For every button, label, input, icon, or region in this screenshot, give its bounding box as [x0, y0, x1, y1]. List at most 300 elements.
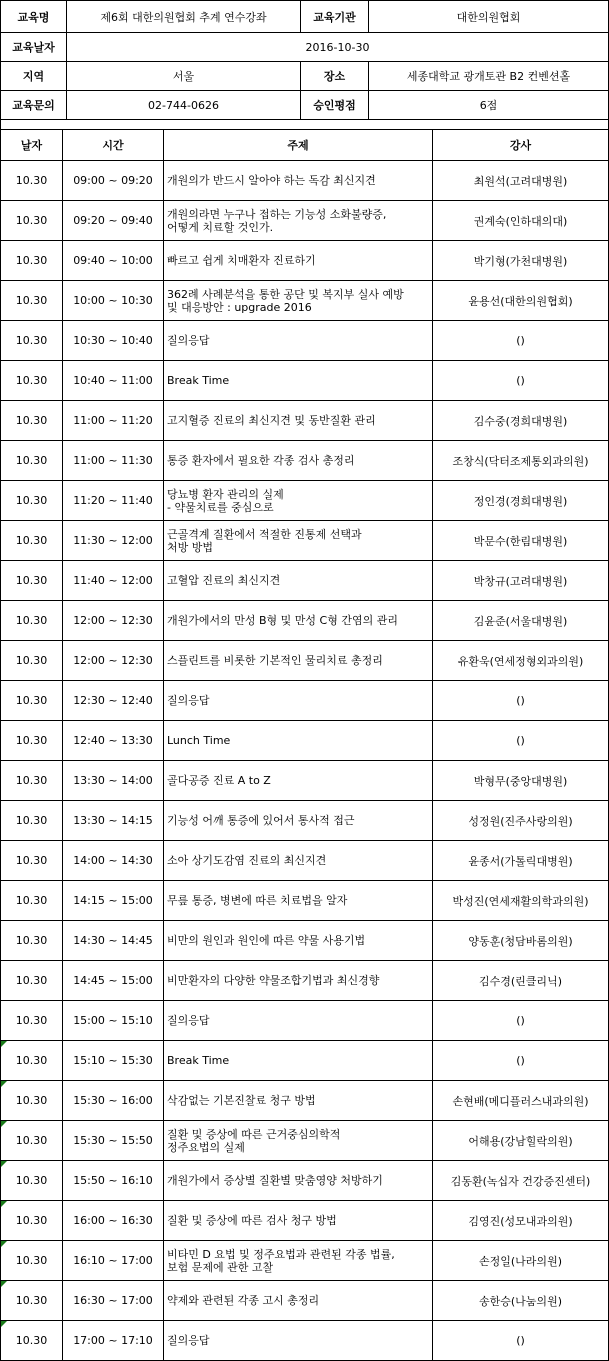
cell-speaker-text: 유환욱(연세정형외과의원)	[457, 654, 584, 668]
cell-speaker-text: ()	[516, 1014, 525, 1027]
cell-topic	[164, 281, 433, 321]
cell-topic	[164, 1321, 433, 1361]
table-row	[1, 321, 609, 361]
table-row	[1, 1161, 609, 1201]
cell-topic-text: Break Time	[167, 1054, 230, 1067]
cell-time-text: 10:30 ~ 10:40	[73, 334, 153, 347]
cell-date	[1, 561, 63, 601]
cell-date-text: 10.30	[15, 694, 48, 707]
cell-speaker-text: 윤용선(대한의원협회)	[468, 294, 573, 308]
cell-topic	[164, 561, 433, 601]
info-row-date	[1, 33, 609, 62]
cell-topic	[164, 1081, 433, 1121]
table-row	[1, 481, 609, 521]
cell-time-text: 15:50 ~ 16:10	[73, 1174, 153, 1187]
table-row	[1, 921, 609, 961]
schedule-body	[1, 161, 609, 1361]
cell-time-text: 12:00 ~ 12:30	[73, 614, 153, 627]
cell-speaker	[433, 1081, 609, 1121]
cell-date-text: 10.30	[15, 1054, 48, 1067]
cell-topic-text: 스플린트를 비롯한 기본적인 물리치료 총정리	[167, 654, 383, 667]
cell-time	[63, 161, 164, 201]
cell-topic	[164, 961, 433, 1001]
cell-speaker	[433, 881, 609, 921]
cell-speaker-text: 박창규(고려대병원)	[473, 574, 568, 588]
table-row	[1, 161, 609, 201]
table-row	[1, 241, 609, 281]
cell-topic	[164, 761, 433, 801]
cell-topic	[164, 161, 433, 201]
cell-speaker	[433, 1281, 609, 1321]
cell-date-text: 10.30	[15, 1214, 48, 1227]
cell-speaker-text: ()	[516, 1054, 525, 1067]
cell-date	[1, 1241, 63, 1281]
cell-speaker-text: 박형무(중앙대병원)	[473, 774, 568, 788]
cell-date	[1, 281, 63, 321]
cell-speaker	[433, 921, 609, 961]
cell-time	[63, 1201, 164, 1241]
cell-date	[1, 801, 63, 841]
cell-time-text: 12:00 ~ 12:30	[73, 654, 153, 667]
cell-time-text: 11:00 ~ 11:30	[73, 454, 153, 467]
cell-time-text: 11:40 ~ 12:00	[73, 574, 153, 587]
table-row	[1, 1241, 609, 1281]
cell-time-text: 13:30 ~ 14:00	[73, 774, 153, 787]
cell-topic	[164, 1201, 433, 1241]
date-value: 2016-10-30	[67, 33, 609, 62]
cell-date-text: 10.30	[15, 614, 48, 627]
credit-value: 6점	[369, 91, 609, 120]
cell-topic	[164, 841, 433, 881]
cell-time	[63, 1121, 164, 1161]
cell-date-text: 10.30	[15, 974, 48, 987]
table-row	[1, 521, 609, 561]
cell-topic	[164, 1001, 433, 1041]
cell-time	[63, 721, 164, 761]
cell-topic-text: 비타민 D 요법 및 정주요법과 관련된 각종 법률, 보험 문제에 관한 고찰	[167, 1247, 395, 1274]
cell-time	[63, 521, 164, 561]
cell-topic-text: 소아 상기도감염 진료의 최신지견	[167, 854, 327, 867]
cell-speaker-text: ()	[516, 1334, 525, 1347]
cell-date-text: 10.30	[15, 294, 48, 307]
cell-marker-icon	[1, 1161, 7, 1167]
cell-time	[63, 761, 164, 801]
cell-time-text: 15:30 ~ 15:50	[73, 1134, 153, 1147]
cell-time	[63, 441, 164, 481]
cell-speaker-text: 박성진(연세재활의학과의원)	[452, 894, 589, 908]
cell-speaker-text: ()	[516, 374, 525, 387]
cell-speaker	[433, 681, 609, 721]
cell-topic	[164, 921, 433, 961]
cell-time-text: 17:00 ~ 17:10	[73, 1334, 153, 1347]
cell-speaker	[433, 761, 609, 801]
cell-date	[1, 361, 63, 401]
cell-time-text: 10:00 ~ 10:30	[73, 294, 153, 307]
cell-speaker-text: ()	[516, 734, 525, 747]
cell-speaker	[433, 601, 609, 641]
table-row	[1, 1321, 609, 1361]
cell-time	[63, 1241, 164, 1281]
cell-date	[1, 1161, 63, 1201]
cell-date-text: 10.30	[15, 774, 48, 787]
cell-time	[63, 361, 164, 401]
cell-date-text: 10.30	[15, 454, 48, 467]
cell-topic-text: 질환 및 증상에 따른 근거중심의학적 정주요법의 실제	[167, 1127, 341, 1154]
cell-speaker-text: 정인경(경희대병원)	[473, 494, 568, 508]
cell-time	[63, 961, 164, 1001]
cell-topic	[164, 721, 433, 761]
table-row	[1, 441, 609, 481]
cell-time-text: 12:40 ~ 13:30	[73, 734, 153, 747]
cell-marker-icon	[1, 1321, 7, 1327]
cell-marker-icon	[1, 1241, 7, 1247]
cell-topic	[164, 441, 433, 481]
cell-topic-text: 골다공증 진료 A to Z	[167, 774, 271, 787]
cell-topic	[164, 641, 433, 681]
cell-speaker-text: 성정원(진주사랑의원)	[468, 814, 573, 828]
cell-topic-text: 비만의 원인과 원인에 따른 약물 사용기법	[167, 934, 366, 947]
cell-date	[1, 321, 63, 361]
cell-time-text: 16:00 ~ 16:30	[73, 1214, 153, 1227]
course-value: 제6회 대한의원협회 추계 연수강좌	[67, 1, 301, 33]
cell-speaker	[433, 1201, 609, 1241]
cell-topic-text: 고지혈증 진료의 최신지견 및 동반질환 관리	[167, 414, 376, 427]
cell-speaker	[433, 721, 609, 761]
cell-time-text: 16:10 ~ 17:00	[73, 1254, 153, 1267]
table-row	[1, 1001, 609, 1041]
cell-time-text: 15:10 ~ 15:30	[73, 1054, 153, 1067]
contact-value: 02-744-0626	[67, 91, 301, 120]
schedule-header-row	[1, 130, 609, 161]
contact-label: 교육문의	[1, 91, 67, 120]
cell-time-text: 12:30 ~ 12:40	[73, 694, 153, 707]
cell-time-text: 14:15 ~ 15:00	[73, 894, 153, 907]
cell-date	[1, 761, 63, 801]
cell-date	[1, 521, 63, 561]
info-row-course	[1, 1, 609, 33]
cell-topic	[164, 521, 433, 561]
cell-topic	[164, 1241, 433, 1281]
cell-date	[1, 481, 63, 521]
date-label: 교육날자	[1, 33, 67, 62]
cell-speaker	[433, 281, 609, 321]
header-topic: 주제	[164, 130, 433, 161]
cell-speaker-text: 박기형(가천대병원)	[473, 254, 568, 268]
cell-time-text: 13:30 ~ 14:15	[73, 814, 153, 827]
cell-speaker	[433, 1241, 609, 1281]
cell-topic-text: 질의응답	[167, 694, 210, 707]
cell-topic	[164, 1281, 433, 1321]
cell-speaker	[433, 641, 609, 681]
cell-time	[63, 401, 164, 441]
table-spacer	[0, 120, 609, 129]
cell-topic-text: 약제와 관련된 각종 고시 총정리	[167, 1294, 320, 1307]
cell-speaker	[433, 201, 609, 241]
table-row	[1, 961, 609, 1001]
table-row	[1, 721, 609, 761]
cell-date	[1, 601, 63, 641]
place-value: 세종대학교 광개토관 B2 컨벤션홀	[369, 62, 609, 91]
cell-date-text: 10.30	[15, 1094, 48, 1107]
cell-topic-text: 당뇨병 환자 관리의 실제 - 약물치료를 중심으로	[167, 487, 284, 514]
table-row	[1, 641, 609, 681]
cell-time	[63, 801, 164, 841]
region-label: 지역	[1, 62, 67, 91]
cell-speaker-text: 양동훈(청담바롬의원)	[468, 934, 573, 948]
cell-time-text: 15:30 ~ 16:00	[73, 1094, 153, 1107]
cell-date-text: 10.30	[15, 534, 48, 547]
cell-date	[1, 921, 63, 961]
cell-date-text: 10.30	[15, 934, 48, 947]
cell-date	[1, 641, 63, 681]
cell-topic	[164, 1041, 433, 1081]
cell-time-text: 11:20 ~ 11:40	[73, 494, 153, 507]
cell-marker-icon	[1, 1121, 7, 1127]
cell-speaker-text: 박문수(한림대병원)	[473, 534, 568, 548]
cell-date	[1, 1121, 63, 1161]
cell-speaker	[433, 1121, 609, 1161]
cell-date	[1, 241, 63, 281]
cell-topic-text: 362례 사례분석을 통한 공단 및 복지부 실사 예방 및 대응방안 : upgrade 2016	[167, 287, 404, 314]
cell-date-text: 10.30	[15, 1334, 48, 1347]
cell-topic	[164, 201, 433, 241]
cell-marker-icon	[1, 1281, 7, 1287]
cell-date-text: 10.30	[15, 254, 48, 267]
cell-date	[1, 161, 63, 201]
cell-date-text: 10.30	[15, 374, 48, 387]
cell-date-text: 10.30	[15, 1014, 48, 1027]
cell-speaker-text: ()	[516, 334, 525, 347]
cell-time	[63, 921, 164, 961]
cell-topic-text: 질의응답	[167, 334, 210, 347]
cell-topic	[164, 881, 433, 921]
cell-topic-text: 통증 환자에서 필요한 각종 검사 총정리	[167, 454, 355, 467]
cell-date-text: 10.30	[15, 814, 48, 827]
cell-date-text: 10.30	[15, 734, 48, 747]
cell-time	[63, 1161, 164, 1201]
cell-time	[63, 641, 164, 681]
schedule-table	[0, 129, 609, 1361]
cell-time-text: 09:20 ~ 09:40	[73, 214, 153, 227]
cell-speaker	[433, 481, 609, 521]
cell-topic-text: 삭감없는 기본진찰료 청구 방법	[167, 1094, 316, 1107]
cell-speaker-text: 송한승(나눔의원)	[479, 1294, 562, 1308]
cell-topic-text: 고혈압 진료의 최신지견	[167, 574, 281, 587]
cell-speaker	[433, 1041, 609, 1081]
cell-speaker	[433, 841, 609, 881]
cell-date	[1, 441, 63, 481]
table-row	[1, 681, 609, 721]
course-info-table	[0, 0, 609, 120]
cell-date-text: 10.30	[15, 414, 48, 427]
table-row	[1, 201, 609, 241]
cell-date-text: 10.30	[15, 854, 48, 867]
cell-topic-text: 개원의라면 누구나 접하는 기능성 소화불량증, 어떻게 치료할 것인가.	[167, 207, 387, 234]
header-time: 시간	[63, 130, 164, 161]
cell-speaker	[433, 321, 609, 361]
table-row	[1, 761, 609, 801]
cell-date	[1, 401, 63, 441]
cell-date-text: 10.30	[15, 574, 48, 587]
cell-time	[63, 281, 164, 321]
cell-time	[63, 681, 164, 721]
cell-date-text: 10.30	[15, 334, 48, 347]
cell-topic	[164, 241, 433, 281]
table-row	[1, 1281, 609, 1321]
cell-topic-text: 빠르고 쉽게 치매환자 진료하기	[167, 254, 316, 267]
cell-date-text: 10.30	[15, 494, 48, 507]
cell-speaker-text: 손현배(메디플러스내과의원)	[452, 1094, 589, 1108]
cell-topic	[164, 601, 433, 641]
cell-time	[63, 481, 164, 521]
table-row	[1, 561, 609, 601]
table-row	[1, 801, 609, 841]
cell-time-text: 09:00 ~ 09:20	[73, 174, 153, 187]
cell-speaker-text: ()	[516, 694, 525, 707]
cell-marker-icon	[1, 1081, 7, 1087]
cell-time-text: 10:40 ~ 11:00	[73, 374, 153, 387]
cell-marker-icon	[1, 1041, 7, 1047]
cell-date	[1, 201, 63, 241]
table-row	[1, 1121, 609, 1161]
cell-marker-icon	[1, 1201, 7, 1207]
table-row	[1, 281, 609, 321]
cell-speaker	[433, 801, 609, 841]
cell-date	[1, 1281, 63, 1321]
cell-speaker-text: 최원석(고려대병원)	[473, 174, 568, 188]
cell-speaker-text: 권계숙(인하대의대)	[473, 214, 568, 228]
cell-time	[63, 1001, 164, 1041]
cell-time-text: 15:00 ~ 15:10	[73, 1014, 153, 1027]
cell-date	[1, 1201, 63, 1241]
cell-time-text: 11:00 ~ 11:20	[73, 414, 153, 427]
cell-date	[1, 1081, 63, 1121]
cell-topic	[164, 681, 433, 721]
cell-speaker	[433, 241, 609, 281]
cell-time-text: 09:40 ~ 10:00	[73, 254, 153, 267]
cell-date	[1, 961, 63, 1001]
cell-date-text: 10.30	[15, 1134, 48, 1147]
cell-time	[63, 321, 164, 361]
cell-topic	[164, 321, 433, 361]
cell-date	[1, 721, 63, 761]
cell-speaker-text: 김영진(성모내과의원)	[468, 1214, 573, 1228]
cell-topic	[164, 361, 433, 401]
cell-speaker-text: 김수경(린클리닉)	[479, 974, 562, 988]
cell-topic-text: 질의응답	[167, 1334, 210, 1347]
cell-date-text: 10.30	[15, 214, 48, 227]
cell-speaker	[433, 521, 609, 561]
cell-date	[1, 881, 63, 921]
cell-speaker	[433, 161, 609, 201]
cell-speaker	[433, 1001, 609, 1041]
cell-topic-text: 질의응답	[167, 1014, 210, 1027]
cell-date	[1, 841, 63, 881]
cell-topic-text: 근골격계 질환에서 적절한 진통제 선택과 처방 방법	[167, 527, 362, 554]
cell-speaker-text: 조창식(닥터조제통외과의원)	[452, 454, 589, 468]
cell-speaker	[433, 401, 609, 441]
cell-date-text: 10.30	[15, 174, 48, 187]
cell-speaker	[433, 561, 609, 601]
cell-speaker	[433, 1321, 609, 1361]
cell-topic	[164, 401, 433, 441]
cell-time	[63, 1041, 164, 1081]
table-row	[1, 1041, 609, 1081]
cell-speaker-text: 김동환(녹십자 건강증진센터)	[450, 1174, 591, 1188]
cell-date	[1, 1321, 63, 1361]
cell-date	[1, 681, 63, 721]
place-label: 장소	[301, 62, 369, 91]
cell-speaker-text: 김수중(경희대병원)	[473, 414, 568, 428]
credit-label: 승인평점	[301, 91, 369, 120]
info-row-place	[1, 62, 609, 91]
table-row	[1, 1081, 609, 1121]
cell-topic-text: Break Time	[167, 374, 230, 387]
cell-date-text: 10.30	[15, 1254, 48, 1267]
cell-time	[63, 1281, 164, 1321]
table-row	[1, 601, 609, 641]
cell-speaker	[433, 961, 609, 1001]
cell-topic-text: Lunch Time	[167, 734, 231, 747]
cell-topic-text: 질환 및 증상에 따른 검사 청구 방법	[167, 1214, 337, 1227]
info-row-contact	[1, 91, 609, 120]
table-row	[1, 401, 609, 441]
cell-date-text: 10.30	[15, 1294, 48, 1307]
cell-time-text: 14:45 ~ 15:00	[73, 974, 153, 987]
cell-time	[63, 201, 164, 241]
cell-speaker	[433, 441, 609, 481]
cell-time-text: 14:00 ~ 14:30	[73, 854, 153, 867]
cell-date-text: 10.30	[15, 654, 48, 667]
cell-time	[63, 601, 164, 641]
org-label: 교육기관	[301, 1, 369, 33]
table-row	[1, 361, 609, 401]
org-value: 대한의원협회	[369, 1, 609, 33]
table-row	[1, 1201, 609, 1241]
cell-time	[63, 881, 164, 921]
cell-time	[63, 561, 164, 601]
header-speaker: 강사	[433, 130, 609, 161]
cell-topic-text: 개원가에서 증상별 질환별 맞춤영양 처방하기	[167, 1174, 383, 1187]
cell-time-text: 16:30 ~ 17:00	[73, 1294, 153, 1307]
cell-topic	[164, 481, 433, 521]
cell-time	[63, 241, 164, 281]
cell-topic-text: 비만환자의 다양한 약물조합기법과 최신경향	[167, 974, 380, 987]
cell-time-text: 14:30 ~ 14:45	[73, 934, 153, 947]
cell-speaker	[433, 1161, 609, 1201]
cell-date-text: 10.30	[15, 894, 48, 907]
table-row	[1, 841, 609, 881]
cell-time	[63, 1081, 164, 1121]
cell-speaker-text: 손정일(나라의원)	[479, 1254, 562, 1268]
cell-topic-text: 무릎 통증, 병변에 따른 치료법을 알자	[167, 894, 348, 907]
cell-date-text: 10.30	[15, 1174, 48, 1187]
cell-topic	[164, 1121, 433, 1161]
course-label: 교육명	[1, 1, 67, 33]
cell-topic-text: 개원가에서의 만성 B형 및 만성 C형 간염의 관리	[167, 614, 398, 627]
region-value: 서울	[67, 62, 301, 91]
table-row	[1, 881, 609, 921]
cell-topic-text: 기능성 어깨 통증에 있어서 통사적 접근	[167, 814, 355, 827]
cell-speaker	[433, 361, 609, 401]
cell-speaker-text: 김윤준(서울대병원)	[473, 614, 568, 628]
cell-date	[1, 1001, 63, 1041]
cell-date	[1, 1041, 63, 1081]
cell-speaker-text: 윤종서(가톨릭대병원)	[468, 854, 573, 868]
header-date: 날자	[1, 130, 63, 161]
cell-time	[63, 1321, 164, 1361]
cell-time-text: 11:30 ~ 12:00	[73, 534, 153, 547]
